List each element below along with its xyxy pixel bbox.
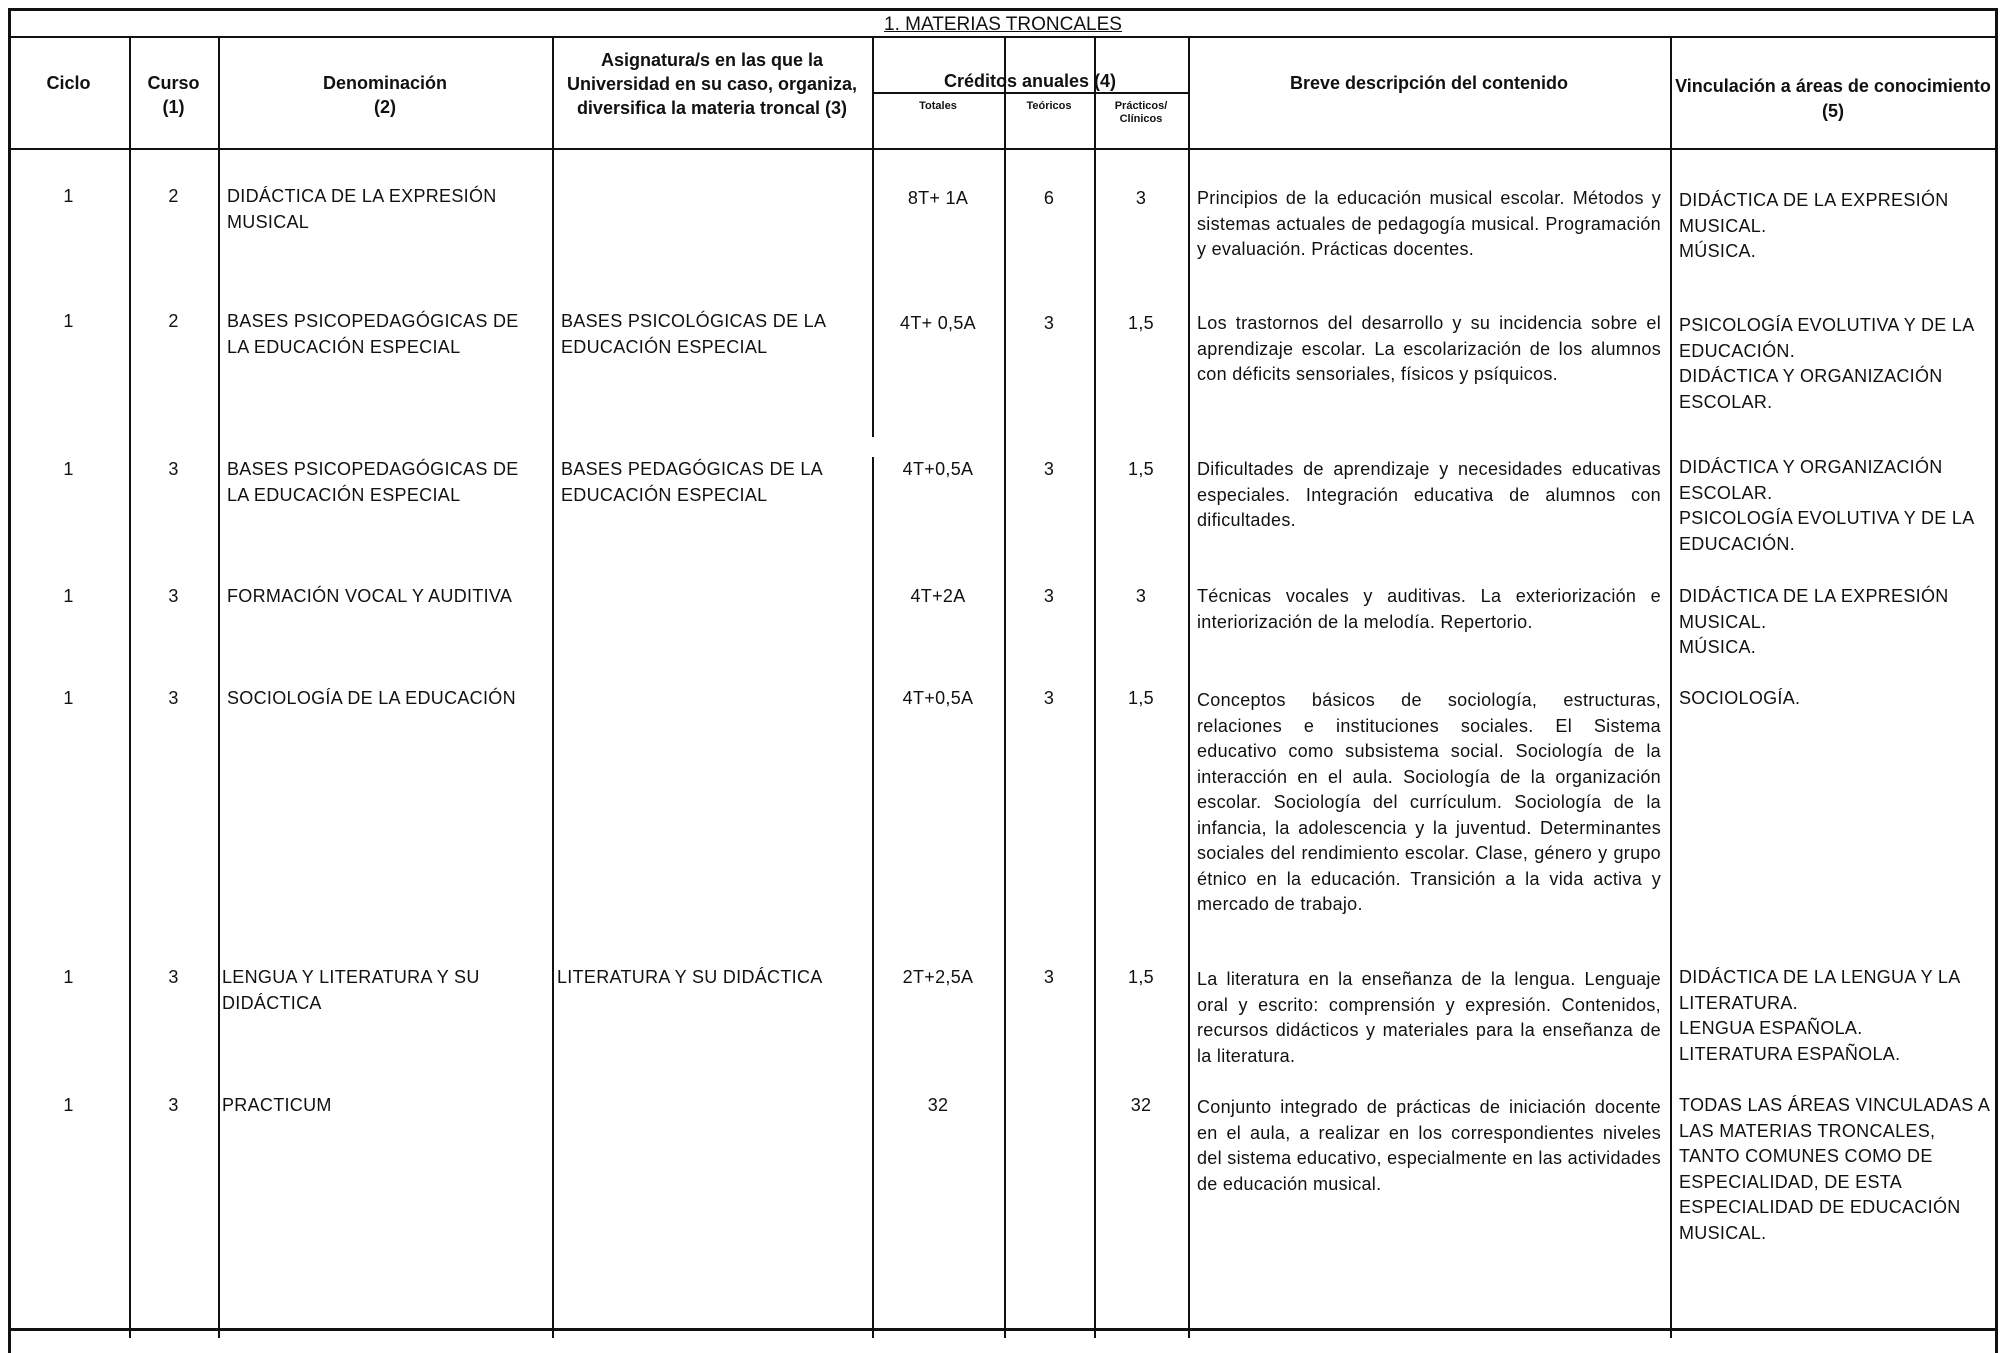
cell-vinculacion: DIDÁCTICA DE LA LENGUA Y LA LITERATURA. LENGUA ESPAÑOLA. LITERATURA ESPAÑOLA. bbox=[1679, 967, 1960, 1064]
cell-totales: 4T+ 0,5A bbox=[900, 313, 976, 333]
cell-vinculacion: DIDÁCTICA DE LA EXPRESIÓN MUSICAL. MÚSICA. bbox=[1679, 586, 1949, 657]
cell-denominacion: LENGUA Y LITERATURA Y SU DIDÁCTICA bbox=[222, 967, 480, 1013]
cell-curso: 2 bbox=[168, 311, 179, 331]
header-totales: Totales bbox=[919, 100, 957, 112]
cell-ciclo: 1 bbox=[63, 586, 74, 606]
cell-asignatura: BASES PSICOLÓGICAS DE LA EDUCACIÓN ESPECIAL bbox=[561, 311, 826, 357]
cell-practicos: 1,5 bbox=[1128, 967, 1154, 987]
cell-denominacion: PRACTICUM bbox=[222, 1095, 332, 1115]
cell-practicos: 1,5 bbox=[1128, 688, 1154, 708]
cell-vinculacion: DIDÁCTICA Y ORGANIZACIÓN ESCOLAR. PSICOLOGÍA EVOLUTIVA Y DE LA EDUCACIÓN. bbox=[1679, 457, 1974, 554]
cell-totales: 8T+ 1A bbox=[907, 188, 969, 208]
cell-teoricos: 3 bbox=[1043, 459, 1055, 479]
cell-ciclo: 1 bbox=[63, 311, 74, 331]
cell-descripcion: Conceptos básicos de sociología, estructuras, relaciones e instituciones sociales. El Sistema educativo como subsistema social. Sociología de la interacción en el aula. Sociología de la organización escolar. Sociología del currículum. Sociología de la infancia, la adolescencia y la juventud. Determinantes sociales del rendimiento escolar. Clase, género y grupo étnico en la educación. Transición a la vida activa y mercado de trabajo. bbox=[1197, 690, 1661, 914]
cell-practicos: 1,5 bbox=[1128, 459, 1154, 479]
cell-vinculacion: SOCIOLOGÍA. bbox=[1679, 688, 1801, 708]
column-divider bbox=[1670, 38, 1672, 1338]
credits-subheader-line bbox=[872, 92, 1188, 94]
cell-practicos: 32 bbox=[1130, 1095, 1152, 1115]
cell-curso: 3 bbox=[168, 459, 179, 479]
cell-curso: 3 bbox=[168, 967, 179, 987]
cell-totales: 4T+0,5A bbox=[902, 459, 974, 479]
cell-denominacion: DIDÁCTICA DE LA EXPRESIÓN MUSICAL bbox=[227, 186, 497, 232]
cell-ciclo: 1 bbox=[63, 186, 74, 206]
cell-asignatura: LITERATURA Y SU DIDÁCTICA bbox=[557, 967, 823, 987]
cell-totales: 2T+2,5A bbox=[902, 967, 974, 987]
cell-curso: 3 bbox=[168, 688, 179, 708]
cell-descripcion: Conjunto integrado de prácticas de iniciación docente en el aula, a realizar en los correspondientes niveles del sistema educativo, especialmente en las actividades de educación musical. bbox=[1197, 1097, 1661, 1194]
column-divider bbox=[1188, 38, 1190, 1338]
column-divider bbox=[552, 38, 554, 1338]
cell-practicos: 1,5 bbox=[1128, 313, 1154, 333]
cell-descripcion: Principios de la educación musical escolar. Métodos y sistemas actuales de pedagogía musical. Programación y evaluación. Prácticas docentes. bbox=[1197, 188, 1661, 259]
column-divider bbox=[218, 38, 220, 1338]
cell-descripcion: Los trastornos del desarrollo y su incidencia sobre el aprendizaje escolar. La escolarización de los alumnos con déficits sensoriales, físicos y psíquicos. bbox=[1197, 313, 1661, 384]
cell-ciclo: 1 bbox=[63, 459, 74, 479]
table-bottom-border bbox=[8, 1328, 1998, 1331]
table-title: 1. MATERIAS TRONCALES bbox=[8, 8, 1998, 38]
cell-ciclo: 1 bbox=[63, 688, 74, 708]
cell-teoricos: 6 bbox=[1043, 188, 1055, 208]
header-ciclo: Ciclo bbox=[46, 73, 91, 93]
header-teoricos: Teóricos bbox=[1026, 100, 1072, 112]
header-descripcion: Breve descripción del contenido bbox=[1289, 73, 1569, 93]
cell-totales: 4T+0,5A bbox=[902, 688, 974, 708]
cell-teoricos: 3 bbox=[1043, 967, 1055, 987]
cell-denominacion: SOCIOLOGÍA DE LA EDUCACIÓN bbox=[227, 688, 516, 708]
cell-vinculacion: PSICOLOGÍA EVOLUTIVA Y DE LA EDUCACIÓN. DIDÁCTICA Y ORGANIZACIÓN ESCOLAR. bbox=[1679, 315, 1974, 412]
cell-practicos: 3 bbox=[1135, 586, 1147, 606]
header-bottom-line bbox=[8, 148, 1998, 150]
header-curso-note: (1) bbox=[162, 97, 185, 117]
cell-descripcion: Técnicas vocales y auditivas. La exteriorización e interiorización de la melodía. Repertorio. bbox=[1197, 586, 1661, 632]
header-practicos: Prácticos/ Clínicos bbox=[1114, 100, 1168, 125]
cell-denominacion: BASES PSICOPEDAGÓGICAS DE LA EDUCACIÓN ESPECIAL bbox=[227, 311, 519, 357]
cell-asignatura: BASES PEDAGÓGICAS DE LA EDUCACIÓN ESPECIAL bbox=[561, 459, 822, 505]
cell-totales: 32 bbox=[927, 1095, 949, 1115]
cell-vinculacion: TODAS LAS ÁREAS VINCULADAS A LAS MATERIAS TRONCALES, TANTO COMUNES COMO DE ESPECIALIDAD, DE ESTA ESPECIALIDAD DE EDUCACIÓN MUSICAL. bbox=[1679, 1095, 1990, 1243]
cell-teoricos: 3 bbox=[1043, 688, 1055, 708]
cell-descripcion: La literatura en la enseñanza de la lengua. Lenguaje oral y escrito: comprensión y expresión. Contenidos, recursos didácticos y materiales para la enseñanza de la literatura. bbox=[1197, 969, 1661, 1066]
cell-descripcion: Dificultades de aprendizaje y necesidades educativas especiales. Integración educativa de alumnos con dificultades. bbox=[1197, 459, 1661, 530]
line-gap bbox=[871, 437, 875, 457]
cell-curso: 3 bbox=[168, 586, 179, 606]
cell-ciclo: 1 bbox=[63, 1095, 74, 1115]
cell-curso: 2 bbox=[168, 186, 179, 206]
header-vinculacion: Vinculación a áreas de conocimiento (5) bbox=[1675, 76, 1991, 121]
header-creditos: Créditos anuales (4) bbox=[943, 71, 1117, 91]
cell-denominacion: BASES PSICOPEDAGÓGICAS DE LA EDUCACIÓN ESPECIAL bbox=[227, 459, 519, 505]
header-denominacion: Denominación bbox=[322, 73, 447, 93]
cell-teoricos: 3 bbox=[1043, 586, 1055, 606]
cell-teoricos: 3 bbox=[1043, 313, 1055, 333]
header-asignaturas: Asignatura/s en las que la Universidad en su caso, organiza, diversifica la materia troncal (3) bbox=[566, 50, 858, 118]
cell-curso: 3 bbox=[168, 1095, 179, 1115]
header-denominacion-note: (2) bbox=[374, 97, 396, 117]
header-curso: Curso bbox=[147, 73, 200, 93]
cell-vinculacion: DIDÁCTICA DE LA EXPRESIÓN MUSICAL. MÚSICA. bbox=[1679, 190, 1949, 261]
cell-ciclo: 1 bbox=[63, 967, 74, 987]
cell-totales: 4T+2A bbox=[910, 586, 966, 606]
cell-denominacion: FORMACIÓN VOCAL Y AUDITIVA bbox=[227, 586, 513, 606]
cell-practicos: 3 bbox=[1135, 188, 1147, 208]
